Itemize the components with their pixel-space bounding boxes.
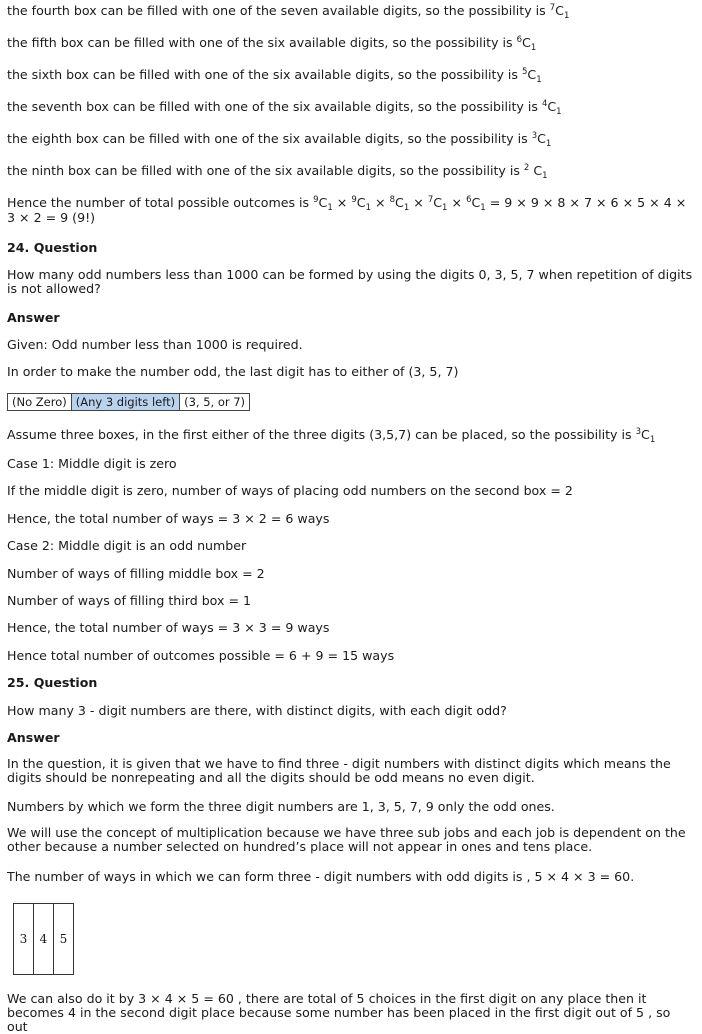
q24-total1: Hence, the total number of ways = 3 × 2 = 6 ways (7, 511, 330, 526)
q24-question-text: How many odd numbers less than 1000 can be formed by using the digits 0, 3, 5, 7 when repetition of digits is not allowed? (7, 267, 693, 296)
q25-box-tens: 4 (33, 904, 53, 974)
q23-sixth-box-line: the sixth box can be filled with one of the six available digits, so the possibility is $^5C_1$ (7, 67, 542, 85)
q23-fifth-box-line: the fifth box can be filled with one of the six available digits, so the possibility is $^6C_1$ (7, 35, 537, 53)
q25-paragraph-1: In the question, it is given that we have to find three - digit numbers with distinct digits which means the digits should be nonrepeating and all the digits should be odd means no even digit. (7, 756, 671, 785)
q25-heading: 25. Question (7, 675, 98, 690)
q24-total2: Hence, the total number of ways = 3 × 3 = 9 ways (7, 620, 330, 635)
q24-order: In order to make the number odd, the last digit has to either of (3, 5, 7) (7, 364, 459, 379)
q25-answer-label: Answer (7, 730, 60, 745)
q25-paragraph-3: We will use the concept of multiplication because we have three sub jobs and each job is dependent on the other because a number selected on hundred’s place will not appear in ones and tens place. (7, 825, 686, 854)
q24-third-box: Number of ways of filling third box = 1 (7, 593, 252, 608)
q24-assume-line: Assume three boxes, in the first either of the three digits (3,5,7) can be placed, so the possibility is $^3C_1$ (7, 427, 656, 445)
q25-box-ones: 5 (53, 904, 73, 974)
q24-middle-box: Number of ways of filling middle box = 2 (7, 566, 265, 581)
q25-question-text: How many 3 - digit numbers are there, with distinct digits, with each digit odd? (7, 703, 507, 718)
q25-paragraph-4: The number of ways in which we can form three - digit numbers with odd digits is , 5 × 4 × 3 = 60. (7, 869, 635, 884)
q23-fourth-box-line: the fourth box can be filled with one of the seven available digits, so the possibility is $^7C_1$ (7, 3, 570, 21)
q24-case1: Case 1: Middle digit is zero (7, 456, 177, 471)
q23-ninth-box-line: the ninth box can be filled with one of the six available digits, so the possibility is $^2$ $C_1$ (7, 163, 548, 181)
q23-eighth-box-line: the eighth box can be filled with one of the six available digits, so the possibility is $^3C_1$ (7, 131, 552, 149)
q25-box-hundreds: 3 (19, 932, 28, 946)
q25-paragraph-2: Numbers by which we form the three digit numbers are 1, 3, 5, 7, 9 only the odd ones. (7, 799, 555, 814)
q25-paragraph-5: We can also do it by 3 × 4 × 5 = 60 , there are total of 5 choices in the first digit on any place then it becomes 4 in the second digit place because some number has been placed in the first digit out of 5 , so out (7, 991, 671, 1034)
q24-case2: Case 2: Middle digit is an odd number (7, 538, 247, 553)
q24-digit-table (7, 393, 250, 411)
q24-if-zero: If the middle digit is zero, number of ways of placing odd numbers on the second box = 2 (7, 483, 573, 498)
q24-table-cell-no-zero: (No Zero) (12, 395, 67, 409)
q24-heading: 24. Question (7, 240, 98, 255)
q24-outcomes: Hence total number of outcomes possible = 6 + 9 = 15 ways (7, 648, 395, 663)
q24-table-cell-any-3-digits: (Any 3 digits left) (71, 394, 179, 410)
q25-digit-boxes (13, 903, 74, 975)
q23-seventh-box-line: the seventh box can be filled with one of the six available digits, so the possibility is $^4C_1$ (7, 99, 562, 117)
q23-total-outcomes: Hence the number of total possible outcomes is $^9C_1 \times ^9C_1 \times ^8C_1 \times ^7C_1 \times ^6C_1 = 9 \times 9 \times 8 \times 7 \times 6 \times 5 \times 4 \times 3 \times 2 = 9$ (9!) (7, 195, 687, 225)
q24-given: Given: Odd number less than 1000 is required. (7, 337, 303, 352)
q24-answer-label: Answer (7, 310, 60, 325)
q24-table-cell-odd-digit: (3, 5, or 7) (179, 394, 249, 410)
